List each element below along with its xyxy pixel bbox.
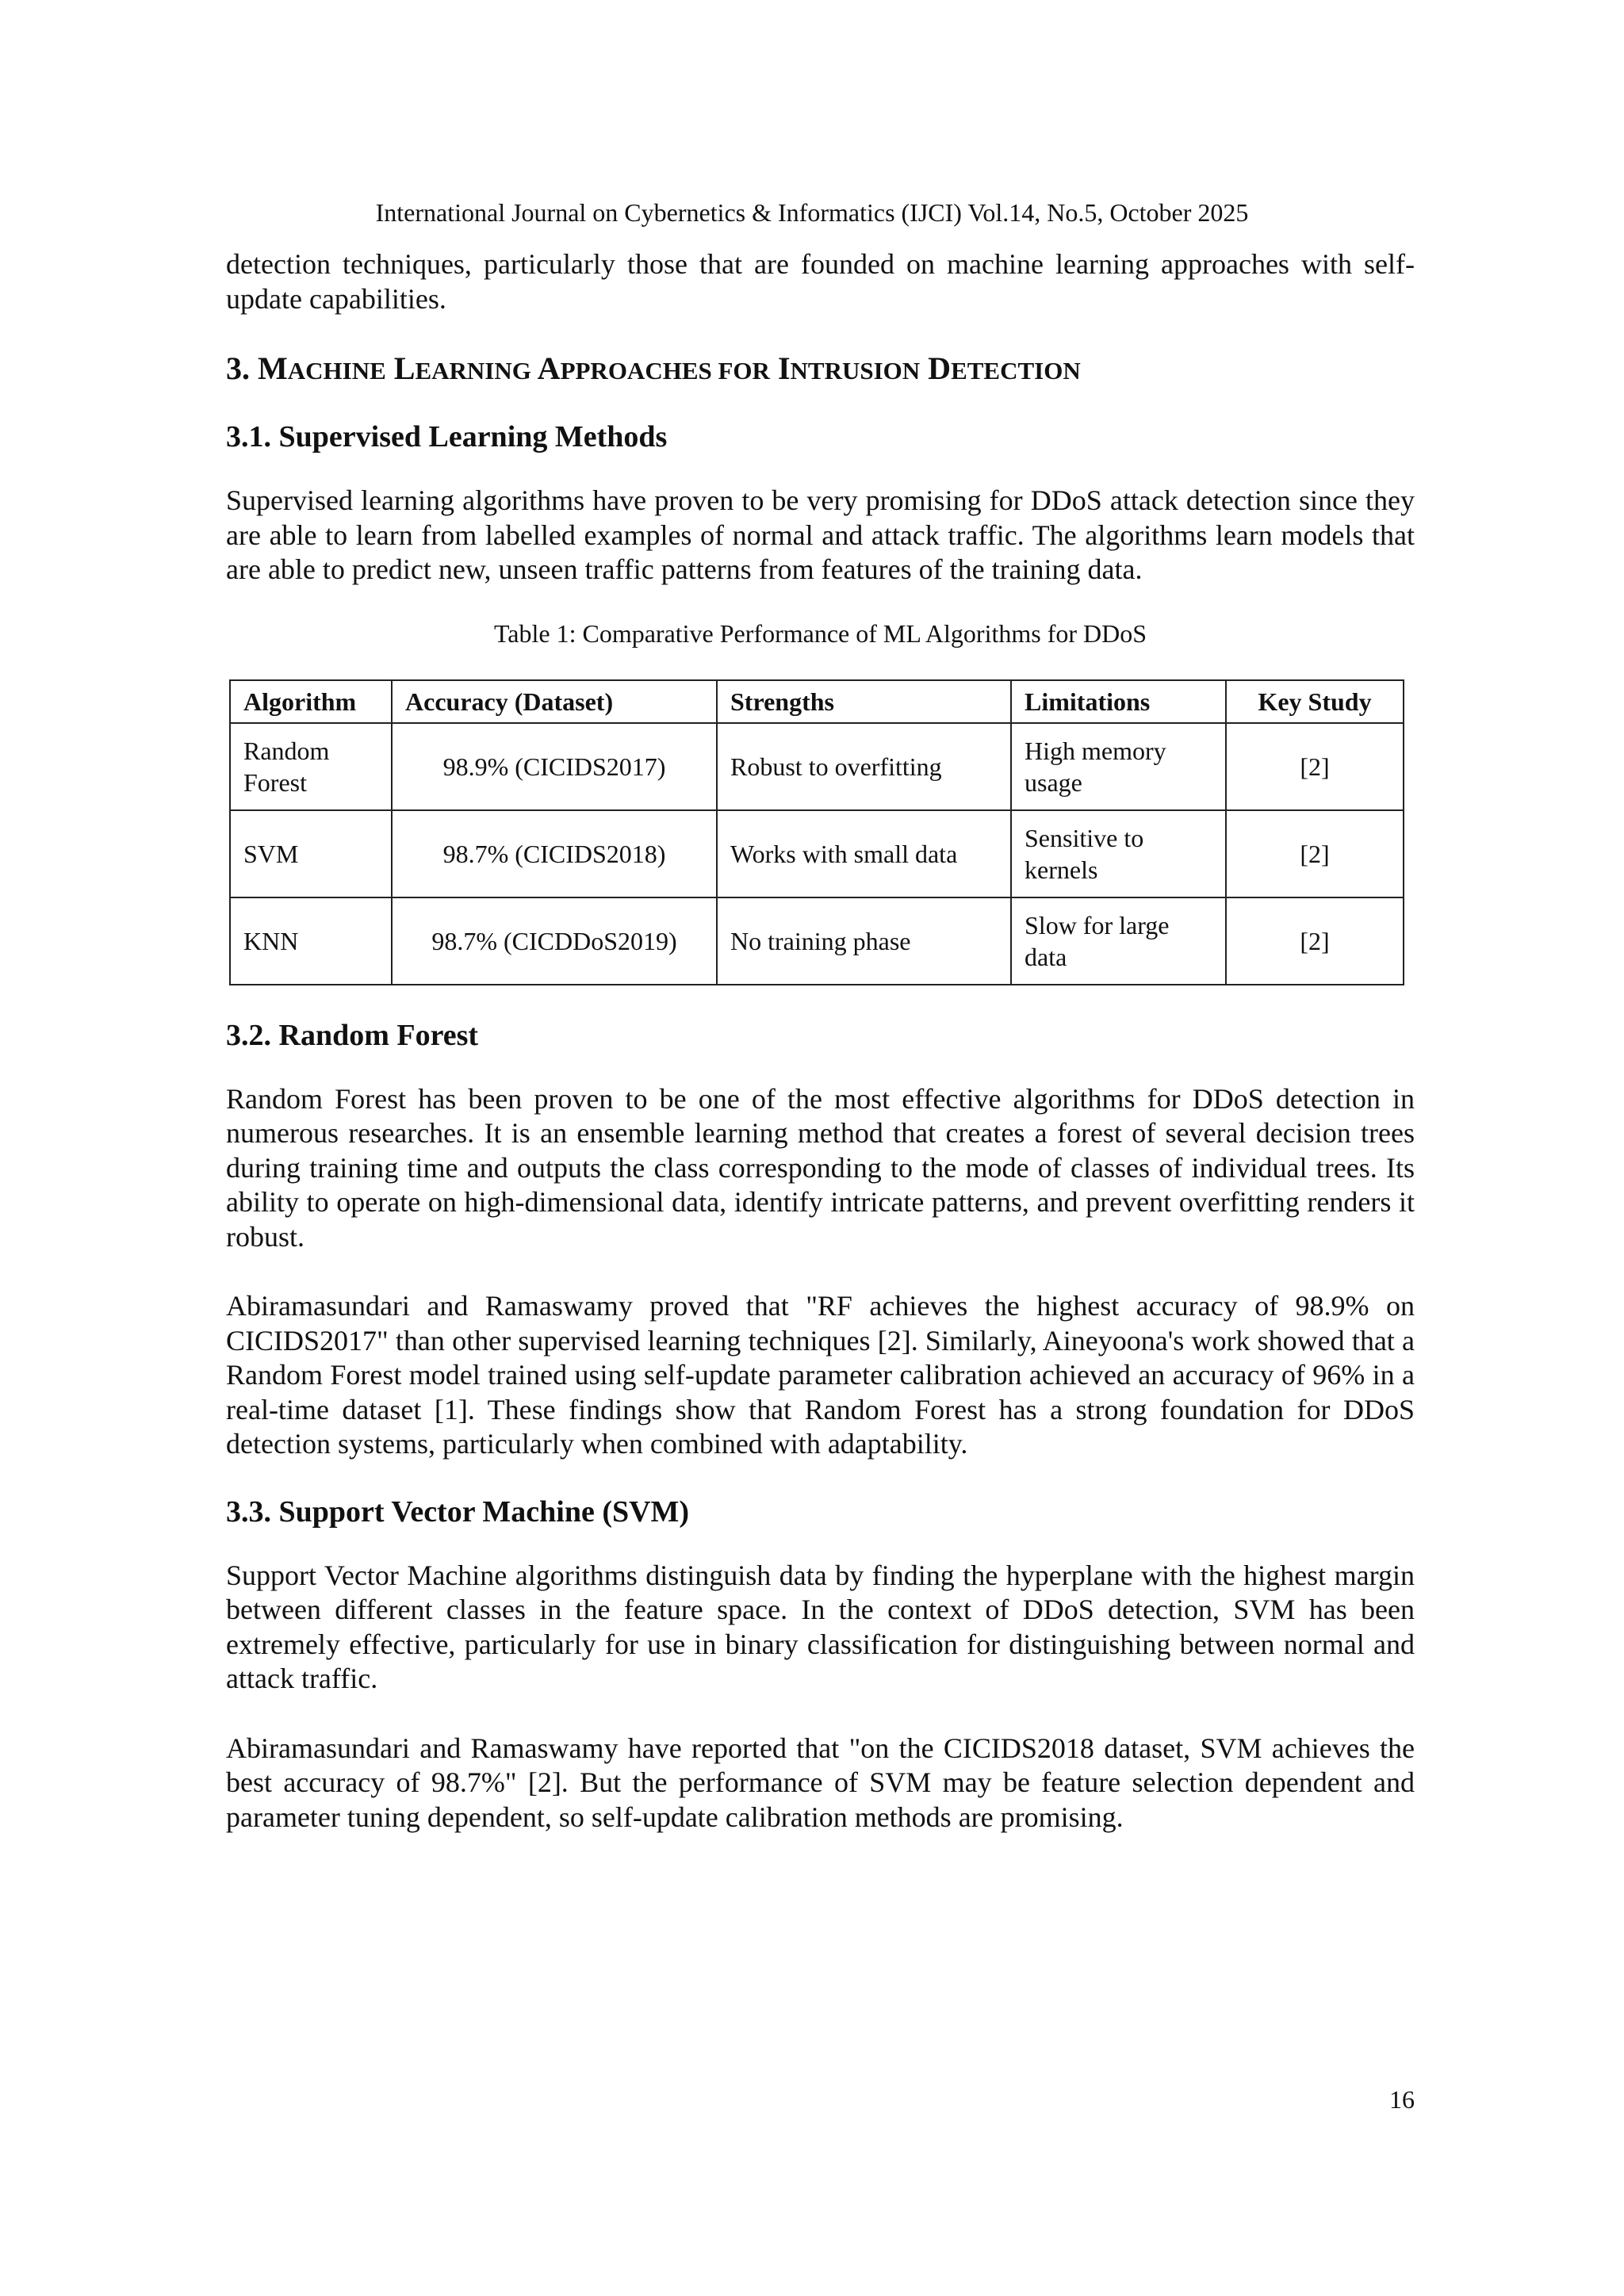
table-cell: Robust to overfitting [717, 723, 1011, 810]
table-cell: Works with small data [717, 810, 1011, 897]
table-cell: Slow for large data [1011, 897, 1226, 985]
section-3-1-heading: 3.1. Supervised Learning Methods [226, 420, 668, 453]
title-cap: I [777, 350, 791, 386]
table-cell: 98.9% (CICIDS2017) [392, 723, 717, 810]
title-cap: M [258, 350, 288, 386]
table-row [230, 810, 1404, 897]
table-cell: Random Forest [230, 723, 392, 810]
title-rest: ACHINE [287, 357, 386, 385]
table-1-caption: Table 1: Comparative Performance of ML Algorithms for DDoS [493, 618, 1147, 648]
table-cell: SVM [230, 810, 392, 897]
title-rest: PPROACHES FOR [560, 357, 770, 385]
section-3-3-heading: 3.3. Support Vector Machine (SVM) [226, 1494, 690, 1529]
page-body [226, 247, 1415, 1835]
section-3-number: 3. [226, 350, 250, 386]
table-header-cell: Limitations [1011, 680, 1226, 723]
section-3-2-paragraph-2: Abiramasundari and Ramaswamy proved that "RF achieves the highest accuracy of 98.9% on CICIDS2017" than other supervised learning techniques [2]. Similarly, Aineyoona's work showed that a Random Forest model trained using self-update parameter calibration achieved an accuracy of 96% in a real-time dataset [1]. These findings show that Random Forest has a strong foundation for DDoS detection systems, particularly when combined with adaptability. [226, 1290, 1415, 1460]
table-cell: No training phase [717, 897, 1011, 985]
table-row [230, 897, 1404, 985]
table-row [230, 723, 1404, 810]
section-3-2-paragraph-1: Random Forest has been proven to be one of the most effective algorithms for DDoS detection in numerous researches. It is an ensemble learning method that creates a forest of several decision trees during training time and outputs the class corresponding to the mode of classes of individual trees. Its ability to operate on high-dimensional data, identify intricate patterns, and prevent overfitting renders it robust. [226, 1082, 1415, 1253]
section-3-1-paragraph: Supervised learning algorithms have proven to be very promising for DDoS attack detection since they are able to learn from labelled examples of normal and attack traffic. The algorithms learn models that are able to predict new, unseen traffic patterns from features of the training data. [226, 484, 1415, 585]
table-header-cell: Accuracy (Dataset) [392, 680, 717, 723]
table-header-cell: Strengths [717, 680, 1011, 723]
title-rest: EARNING [415, 357, 531, 385]
title-cap: A [537, 350, 561, 386]
section-3-2-heading: 3.2. Random Forest [226, 1018, 479, 1052]
table-cell: 98.7% (CICIDS2018) [392, 810, 717, 897]
table-cell: KNN [230, 897, 392, 985]
page-number: 16 [1389, 2085, 1415, 2114]
section-3-heading [226, 350, 1415, 390]
table-cell: [2] [1226, 810, 1404, 897]
table-cell: [2] [1226, 897, 1404, 985]
title-cap: D [928, 350, 952, 386]
title-rest: ETECTION [951, 357, 1081, 385]
table-cell: [2] [1226, 723, 1404, 810]
table-cell: High memory usage [1011, 723, 1226, 810]
running-header: International Journal on Cybernetics & Informatics (IJCI) Vol.14, No.5, October 2025 [375, 198, 1249, 227]
table-header-cell: Key Study [1226, 680, 1404, 723]
intro-paragraph: detection techniques, particularly those that are founded on machine learning approaches with self-update capabilities. [226, 248, 1415, 315]
table-cell: 98.7% (CICDDoS2019) [392, 897, 717, 985]
title-rest: NTRUSION [790, 357, 921, 385]
section-3-3-paragraph-1: Support Vector Machine algorithms distinguish data by finding the hyperplane with the highest margin between different classes in the feature space. In the context of DDoS detection, SVM has been extremely effective, particularly for use in binary classification for distinguishing between normal and attack traffic. [226, 1559, 1415, 1694]
table-header-row [230, 680, 1404, 723]
table-1 [229, 679, 1404, 985]
title-cap: L [393, 350, 416, 386]
table-cell: Sensitive to kernels [1011, 810, 1226, 897]
section-3-3-paragraph-2: Abiramasundari and Ramaswamy have reported that "on the CICIDS2018 dataset, SVM achieves the best accuracy of 98.7%" [2]. But the performance of SVM may be feature selection dependent and parameter tuning dependent, so self-update calibration methods are promising. [226, 1732, 1415, 1833]
table-header-cell: Algorithm [230, 680, 392, 723]
